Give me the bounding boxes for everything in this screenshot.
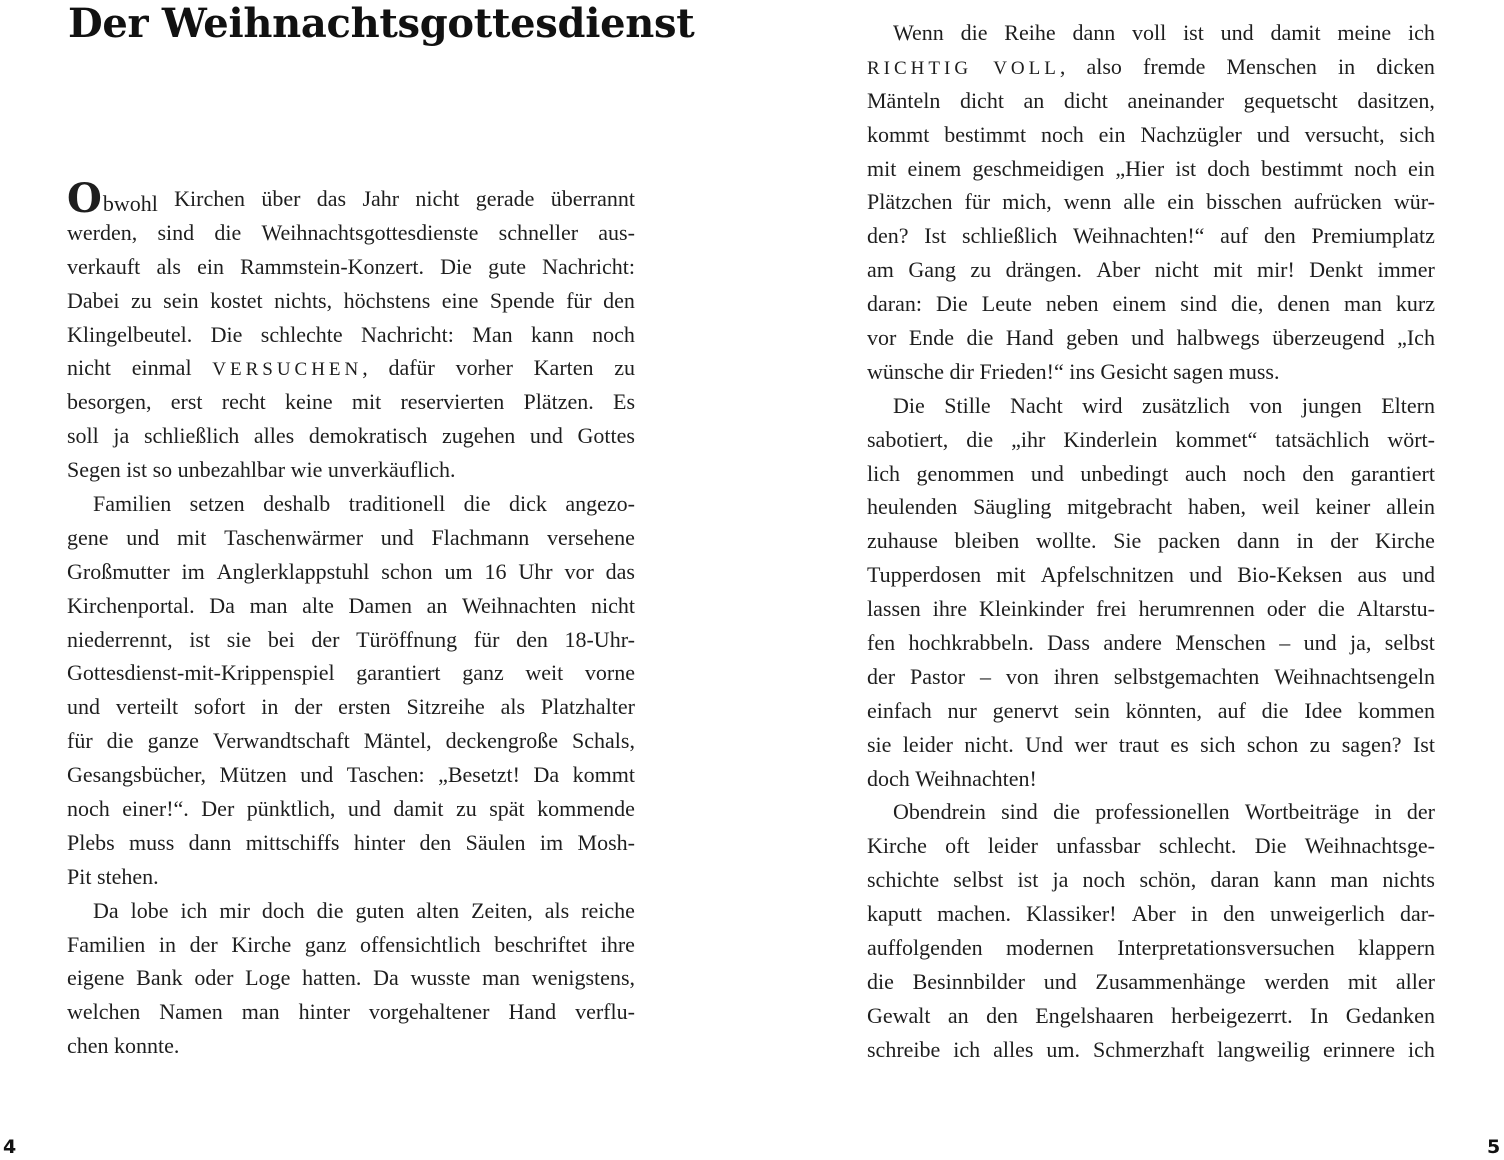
text-line: fen hochkrabbeln. Dass andere Menschen – und ja, selbst [867,630,1435,656]
text-line: auffolgenden modernen Interpretationsversuchen klappern [867,935,1435,961]
text-line: Mänteln dicht an dicht aneinander gequetscht dasitzen, [867,87,1435,113]
text-line: Kirche oft leider unfassbar schlecht. Die Weihnachtsge- [867,833,1435,859]
text-line: der Pastor – von ihren selbstgemachten Weihnachtsengeln [867,663,1435,689]
text-line: Segen ist so unbezahlbar wie unverkäuflich. [67,457,456,483]
text-line: soll ja schließlich alles demokratisch zugehen und Gottes [67,423,635,449]
text-line: Großmutter im Anglerklappstuhl schon um 16 Uhr vor das [67,558,635,584]
text-line: Kirchenportal. Da man alte Damen an Weihnachten nicht [67,592,635,618]
page-number-right: 5 [1487,1136,1501,1158]
text-line: eigene Bank oder Loge hatten. Da wusste man wenigstens, [67,965,635,991]
text-line: verkauft als ein Rammstein-Konzert. Die gute Nachricht: [67,253,635,279]
text-line: doch Weihnachten! [867,765,1037,791]
text-line: Dabei zu sein kostet nichts, höchstens eine Spende für den [67,287,635,313]
right-page [752,0,1504,1160]
text-line: nicht einmal VERSUCHEN, dafür vorher Karten zu [67,355,635,381]
text-line: einfach nur genervt sein könnten, auf die Idee kommen [867,697,1435,723]
text-line: chen konnte. [67,1033,180,1059]
text-line: mit einem geschmeidigen „Hier ist doch bestimmt noch ein [867,155,1435,181]
text-line: vor Ende die Hand geben und halbwegs überzeugend „Ich [867,325,1435,351]
text-line: sabotiert, die „ihr Kinderlein kommet“ tatsächlich wört- [867,426,1435,452]
text-line: Gesangsbücher, Mützen und Taschen: „Besetzt! Da kommt [67,762,635,788]
text-line: Wenn die Reihe dann voll ist und damit meine ich [893,20,1435,45]
text-line: und verteilt sofort in der ersten Sitzreihe als Platzhalter [67,694,635,720]
text-line: Familien setzen deshalb traditionell die dick angezo- [93,491,635,517]
text-line: lich genommen und unbedingt auch noch den garantiert [867,460,1435,486]
left-page-body-text [67,175,635,1063]
text-line: zuhause bleiben wollte. Sie packen dann in der Kirche [867,528,1435,554]
text-line: Obwohl Kirchen über das Jahr nicht gerade überrannt [67,175,635,222]
text-line: den? Ist schließlich Weihnachten!“ auf den Premiumplatz [867,223,1435,249]
text-line: schreibe ich alles um. Schmerzhaft langweilig erinnere ich [867,1036,1435,1062]
text-line: niederrennt, ist sie bei der Türöffnung für den 18-Uhr- [67,626,635,652]
text-line: Pit stehen. [67,863,159,889]
text-line: Da lobe ich mir doch die guten alten Zeiten, als reiche [93,897,635,923]
text-line: noch einer!“. Der pünktlich, und damit zu spät kommende [67,796,635,822]
text-line: welchen Namen man hinter vorgehaltener Hand verflu- [67,999,635,1025]
text-line: wünsche dir Frieden!“ ins Gesicht sagen muss. [867,358,1280,384]
text-line: schichte selbst ist ja noch schön, daran kann man nichts [867,867,1435,893]
text-line: Familien in der Kirche ganz offensichtlich beschriftet ihre [67,931,635,957]
text-line: RICHTIG VOLL, also fremde Menschen in dicken [867,53,1435,79]
text-line: Plebs muss dann mittschiffs hinter den Säulen im Mosh- [67,829,635,855]
drop-cap: O [67,175,102,222]
text-line: kaputt machen. Klassiker! Aber in den unweigerlich dar- [867,901,1435,927]
text-line: sie leider nicht. Und wer traut es sich schon zu sagen? Ist [867,731,1435,757]
text-line: Gottesdienst-mit-Krippenspiel garantiert ganz weit vorne [67,660,635,686]
text-line: werden, sind die Weihnachtsgottesdienste schneller aus- [67,219,635,245]
right-page-body-text [867,16,1435,1067]
text-line: am Gang zu drängen. Aber nicht mit mir! Denkt immer [867,257,1435,283]
text-line: lassen ihre Kleinkinder frei herumrennen oder die Altarstu- [867,596,1435,622]
text-line: gene und mit Taschenwärmer und Flachmann versehene [67,524,635,550]
emphasis-word: VOLL [993,57,1060,79]
text-line: kommt bestimmt noch ein Nachzügler und versucht, sich [867,121,1435,147]
text-line: Tupperdosen mit Apfelschnitzen und Bio-Keksen aus und [867,562,1435,588]
text-line: heulenden Säugling mitgebracht haben, weil keiner allein [867,494,1435,520]
text-line: die Besinnbilder und Zusammenhänge werden mit aller [867,968,1435,994]
text-line: Gewalt an den Engelshaaren herbeigezerrt. In Gedanken [867,1002,1435,1028]
text-line: für die ganze Verwandtschaft Mäntel, deckengroße Schals, [67,728,635,754]
text-line: besorgen, erst recht keine mit reservierten Plätzen. Es [67,389,635,415]
emphasis-word: VERSUCHEN [212,359,363,381]
text-line: Plätzchen für mich, wenn alle ein bisschen aufrücken wür- [867,189,1435,215]
text-line: Die Stille Nacht wird zusätzlich von jungen Eltern [893,392,1435,418]
chapter-title: Der Weihnachtsgottesdienst [68,0,695,47]
emphasis-word: RICHTIG [867,57,973,79]
text-line: daran: Die Leute neben einem sind die, denen man kurz [867,291,1435,317]
text-line: Obendrein sind die professionellen Wortbeiträge in der [893,799,1435,825]
page-number-left: 4 [3,1136,17,1158]
text-line: Klingelbeutel. Die schlechte Nachricht: Man kann noch [67,321,635,347]
